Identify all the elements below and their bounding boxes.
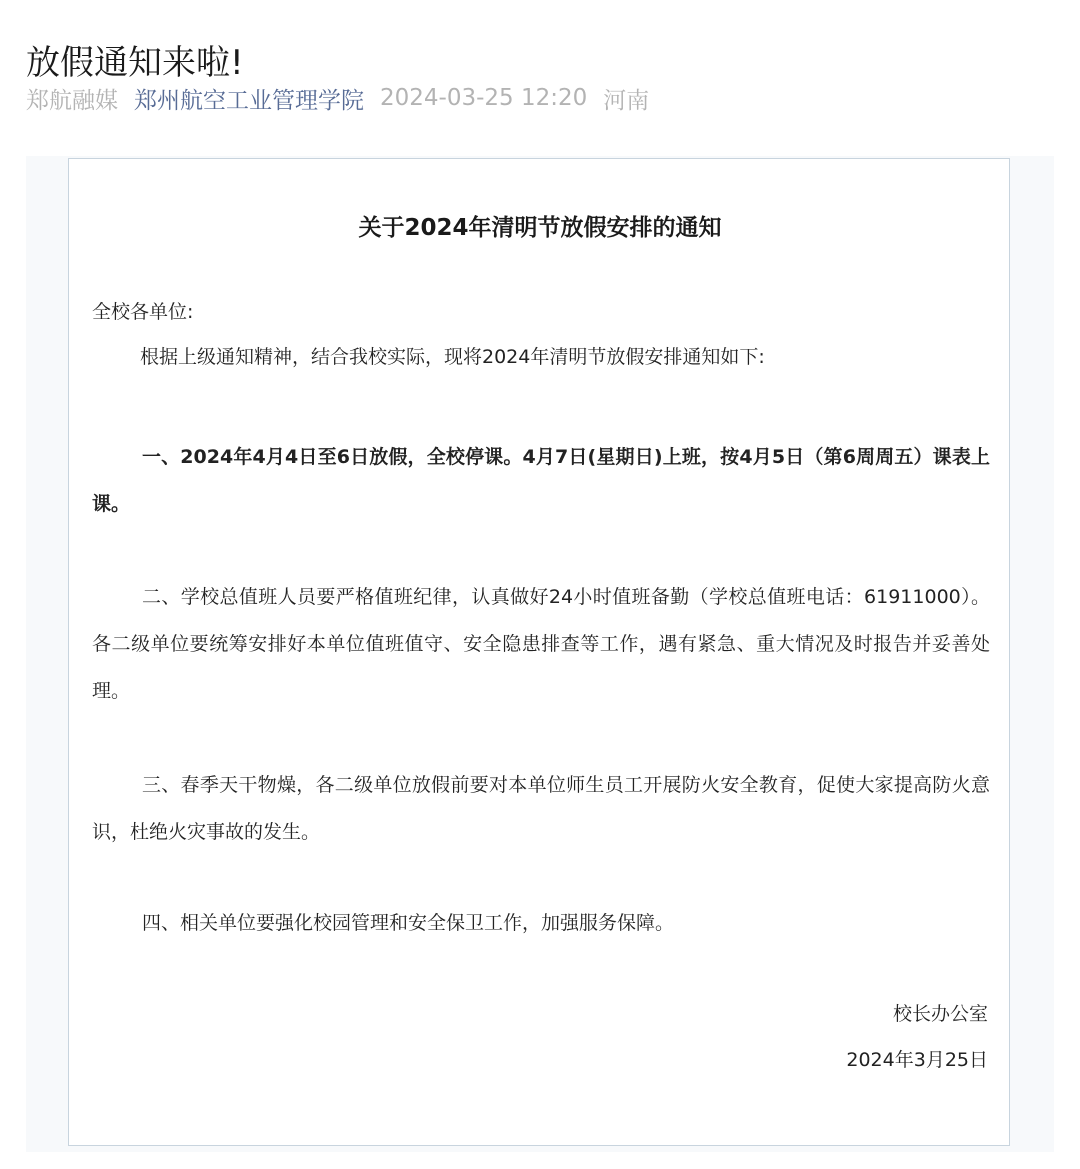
notice-heading: 关于2024年清明节放假安排的通知 [358, 215, 722, 241]
article-title: 放假通知来啦! [26, 42, 244, 83]
article-meta [26, 78, 665, 118]
signature-date: 2024年3月25日 [846, 1049, 988, 1071]
notice-item-4: 四、相关单位要强化校园管理和安全保卫工作，加强服务保障。 [142, 912, 675, 934]
signature-office: 校长办公室 [892, 1003, 988, 1025]
publish-location: 河南 [603, 87, 650, 114]
notice-salutation: 全校各单位: [92, 301, 194, 323]
source-name: 郑航融媒 [26, 87, 118, 114]
notice-item-3: 三、春季天干物燥，各二级单位放假前要对本单位师生员工开展防火安全教育，促使大家提高防火意识，杜绝火灾事故的发生。 [92, 774, 990, 843]
account-name-link[interactable]: 郑州航空工业管理学院 [134, 87, 364, 114]
publish-time: 2024-03-25 12:20 [380, 85, 588, 111]
notice-item-2: 二、学校总值班人员要严格值班纪律，认真做好24小时值班备勤（学校总值班电话：61911000）。各二级单位要统筹安排好本单位值班值守、安全隐患排查等工作，遇有紧急、重大情况及时报告并妥善处理。 [92, 586, 990, 702]
notice-item-1: 一、2024年4月4日至6日放假，全校停课。4月7日(星期日)上班，按4月5日（第6周周五）课表上课。 [92, 446, 990, 515]
notice-intro: 根据上级通知精神，结合我校实际，现将2024年清明节放假安排通知如下: [140, 346, 765, 368]
